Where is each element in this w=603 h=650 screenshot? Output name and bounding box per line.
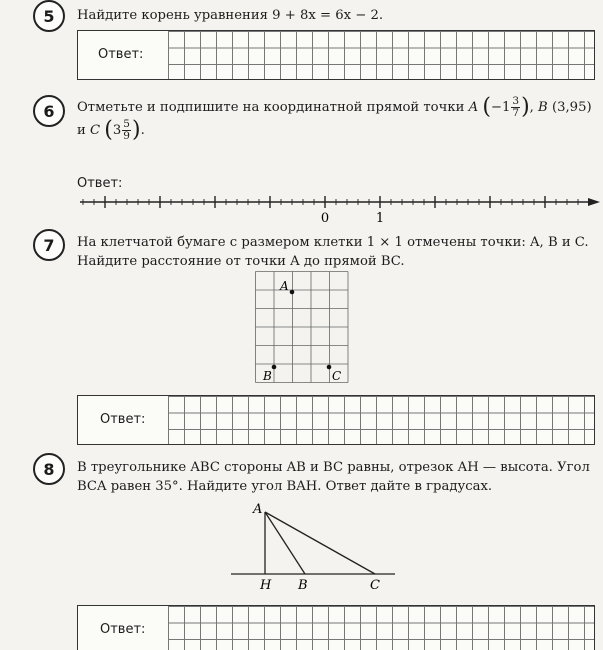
paren-close: ): [521, 94, 530, 120]
axis-label-one: 1: [375, 211, 385, 226]
answer-grid[interactable]: [168, 31, 594, 79]
point-a-fraction: [511, 96, 520, 119]
point-a-name: A: [468, 100, 479, 115]
task-text: Найдите корень уравнения 9 + 8x = 6x − 2.: [77, 8, 384, 23]
point-c-denominator: 9: [123, 130, 130, 142]
grid-figure: [254, 270, 354, 385]
answer-box[interactable]: [77, 395, 595, 445]
task-text-line: На клетчатой бумаге с размером клетки 1 × 1 отмечены точки: A, B и C.: [77, 235, 589, 250]
task-text: [77, 233, 592, 271]
task-number: 5: [33, 0, 65, 32]
point-a-numerator: 3: [512, 95, 520, 107]
side-ac: [265, 512, 375, 574]
task-text-and: и: [77, 123, 86, 138]
vertex-b-label: B: [298, 578, 308, 593]
paren-close: ): [131, 117, 141, 143]
answer-label: Ответ:: [100, 412, 146, 427]
point-c-name: C: [90, 123, 101, 138]
answer-grid[interactable]: [168, 396, 594, 444]
point-c-label: C: [332, 369, 342, 383]
point-b-value: (3,95): [551, 100, 592, 115]
triangle-figure: [225, 500, 425, 600]
point-a-whole: −1: [490, 100, 511, 115]
task-text-line: BCA равен 35°. Найдите угол BAH. Ответ дайте в градусах.: [77, 479, 493, 494]
point-a: [290, 290, 295, 295]
task-text: Отметьте и подпишите на координатной прямой точки A (−1 $\frac{3}{7}$ ), B (3,95) и C (3 $\frac{5}{9}$ ).: [77, 94, 592, 143]
paren-open: (: [482, 94, 491, 120]
point-a-label: A: [280, 279, 289, 293]
point-a-denominator: 7: [512, 107, 520, 119]
vertex-c-label: C: [370, 578, 380, 593]
point-c: [327, 365, 332, 370]
task-text: [77, 458, 592, 496]
paren-open: (: [104, 117, 113, 143]
task-text-part: Отметьте и подпишите на координатной прямой точки: [77, 100, 465, 115]
answer-grid[interactable]: [168, 606, 594, 650]
point-b-label: B: [263, 369, 272, 383]
answer-label: Ответ:: [98, 47, 144, 62]
answer-box[interactable]: [77, 30, 595, 80]
answer-box[interactable]: [77, 605, 595, 650]
task-text-line: Найдите расстояние от точки A до прямой BC.: [77, 254, 405, 269]
vertex-a-label: A: [253, 502, 263, 517]
answer-label: Ответ:: [100, 622, 146, 637]
task-text-line: В треугольнике ABC стороны AB и BC равны, отрезок AH — высота. Угол: [77, 460, 590, 475]
point-c-whole: 3: [112, 123, 122, 138]
grid-lines: [256, 272, 349, 383]
task-number: 6: [33, 95, 65, 127]
vertex-h-label: H: [260, 578, 272, 593]
point-b-name: B: [538, 100, 548, 115]
point-b: [272, 365, 277, 370]
answer-label: Ответ:: [77, 176, 123, 191]
axis-arrow: [588, 198, 600, 206]
side-ab: [265, 512, 305, 574]
point-c-numerator: 5: [123, 118, 130, 130]
point-c-fraction: [122, 119, 131, 142]
task-number: 8: [33, 453, 65, 485]
task-number: 7: [33, 229, 65, 261]
number-line[interactable]: [0, 190, 603, 230]
axis-label-zero: 0: [320, 211, 330, 226]
